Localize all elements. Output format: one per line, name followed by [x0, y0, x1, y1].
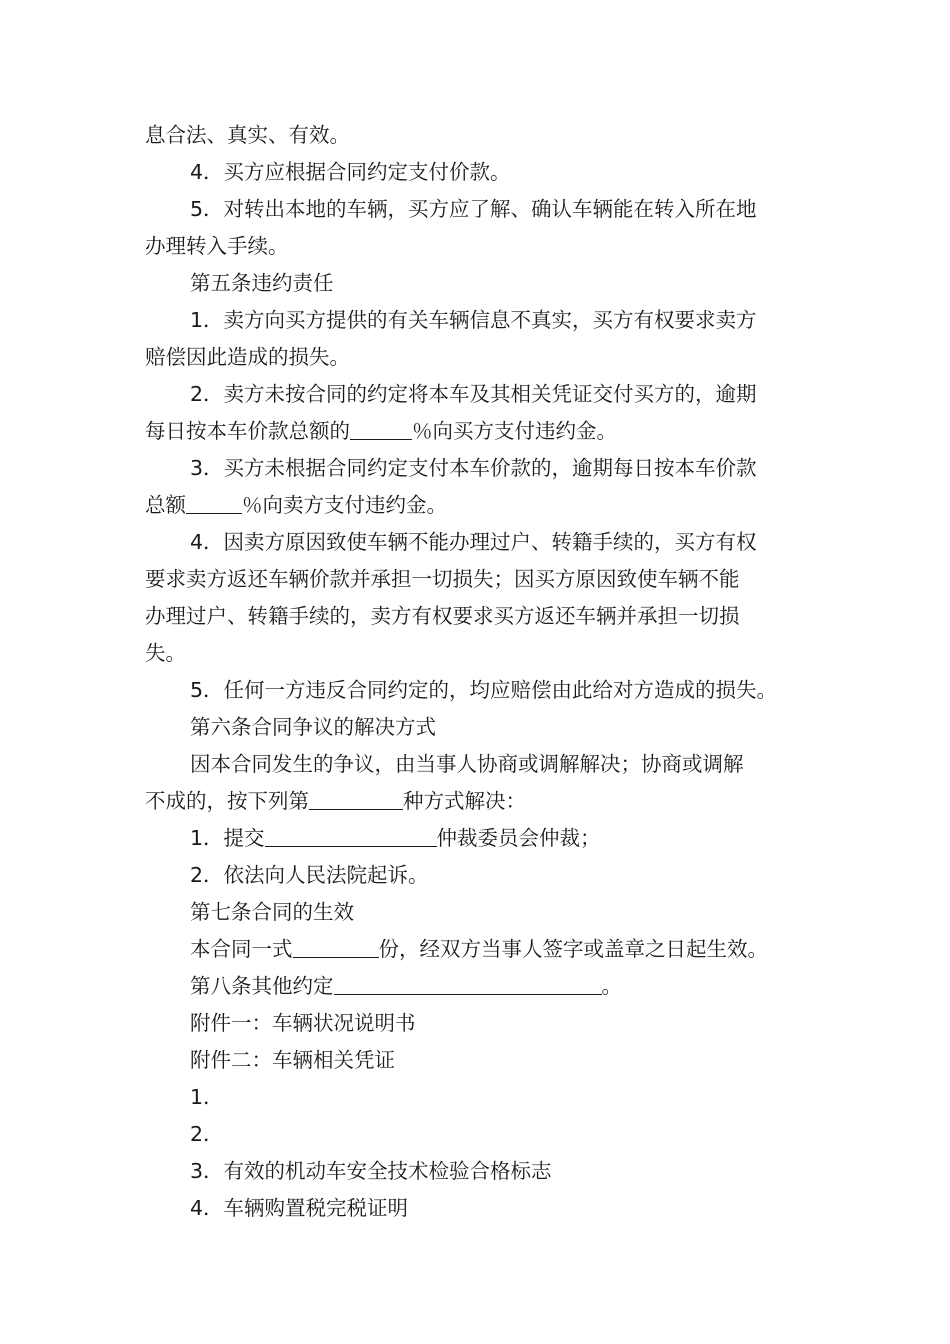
paragraph-line: 失。 [145, 641, 186, 665]
line-text: 总额 [145, 493, 186, 517]
paragraph-line [145, 487, 815, 524]
line-text: 。 [601, 974, 622, 998]
fill-in-blank [334, 972, 602, 995]
line-text: 种方式解决： [403, 789, 526, 813]
paragraph-line: 要求卖方返还车辆价款并承担一切损失；因买方原因致使车辆不能 [145, 567, 740, 591]
clause-item: 1．卖方向买方提供的有关车辆信息不真实，买方有权要求卖方 [190, 308, 757, 332]
line-text: 每日按本车价款总额的 [145, 419, 350, 443]
clause-item: 5．对转出本地的车辆，买方应了解、确认车辆能在转入所在地 [190, 197, 757, 221]
attachment-item: 2． [190, 1122, 224, 1146]
clause-item: 4．因卖方原因致使车辆不能办理过户、转籍手续的，买方有权 [190, 530, 757, 554]
paragraph-line: 赔偿因此造成的损失。 [145, 345, 350, 369]
paragraph-line [145, 783, 815, 820]
clause-item: 2．依法向人民法院起诉。 [190, 863, 429, 887]
line-text: 不成的，按下列第 [145, 789, 309, 813]
section-heading: 第七条合同的生效 [190, 900, 354, 924]
line-text: 1．提交 [190, 826, 265, 850]
clause-item: 3．买方未根据合同约定支付本车价款的，逾期每日按本车价款 [190, 456, 757, 480]
line-text: 第八条其他约定 [190, 974, 334, 998]
clause-item: 因本合同发生的争议，由当事人协商或调解解决；协商或调解 [190, 752, 744, 776]
paragraph-line: 息合法、真实、有效。 [145, 123, 350, 147]
line-text: 仲裁委员会仲裁； [436, 826, 601, 850]
fill-in-blank [350, 417, 412, 440]
section-heading [145, 968, 815, 1005]
line-text: ％向卖方支付违约金。 [242, 493, 447, 517]
clause-item: 4．买方应根据合同约定支付价款。 [190, 160, 511, 184]
clause-item [145, 820, 815, 857]
attachment-item: 1． [190, 1085, 224, 1109]
paragraph-line: 办理过户、转籍手续的，卖方有权要求买方返还车辆并承担一切损 [145, 604, 740, 628]
document-body [145, 117, 815, 1227]
attachment-item: 4．车辆购置税完税证明 [190, 1196, 409, 1220]
clause-item: 5．任何一方违反合同约定的，均应赔偿由此给对方造成的损失。 [190, 678, 778, 702]
attachment-title: 附件一：车辆状况说明书 [190, 1011, 416, 1035]
clause-item: 2．卖方未按合同的约定将本车及其相关凭证交付买方的，逾期 [190, 382, 757, 406]
line-text: ％向买方支付违约金。 [412, 419, 617, 443]
clause-item [145, 931, 815, 968]
fill-in-blank [293, 935, 379, 958]
paragraph-line: 办理转入手续。 [145, 234, 289, 258]
section-heading: 第六条合同争议的解决方式 [190, 715, 436, 739]
attachment-title: 附件二：车辆相关凭证 [190, 1048, 395, 1072]
attachment-item: 3．有效的机动车安全技术检验合格标志 [190, 1159, 552, 1183]
fill-in-blank [309, 787, 403, 810]
line-text: 本合同一式 [190, 937, 293, 961]
paragraph-line [145, 413, 815, 450]
fill-in-blank [186, 491, 242, 514]
section-heading: 第五条违约责任 [190, 271, 334, 295]
line-text: 份，经双方当事人签字或盖章之日起生效。 [378, 937, 768, 961]
fill-in-blank [265, 824, 437, 847]
